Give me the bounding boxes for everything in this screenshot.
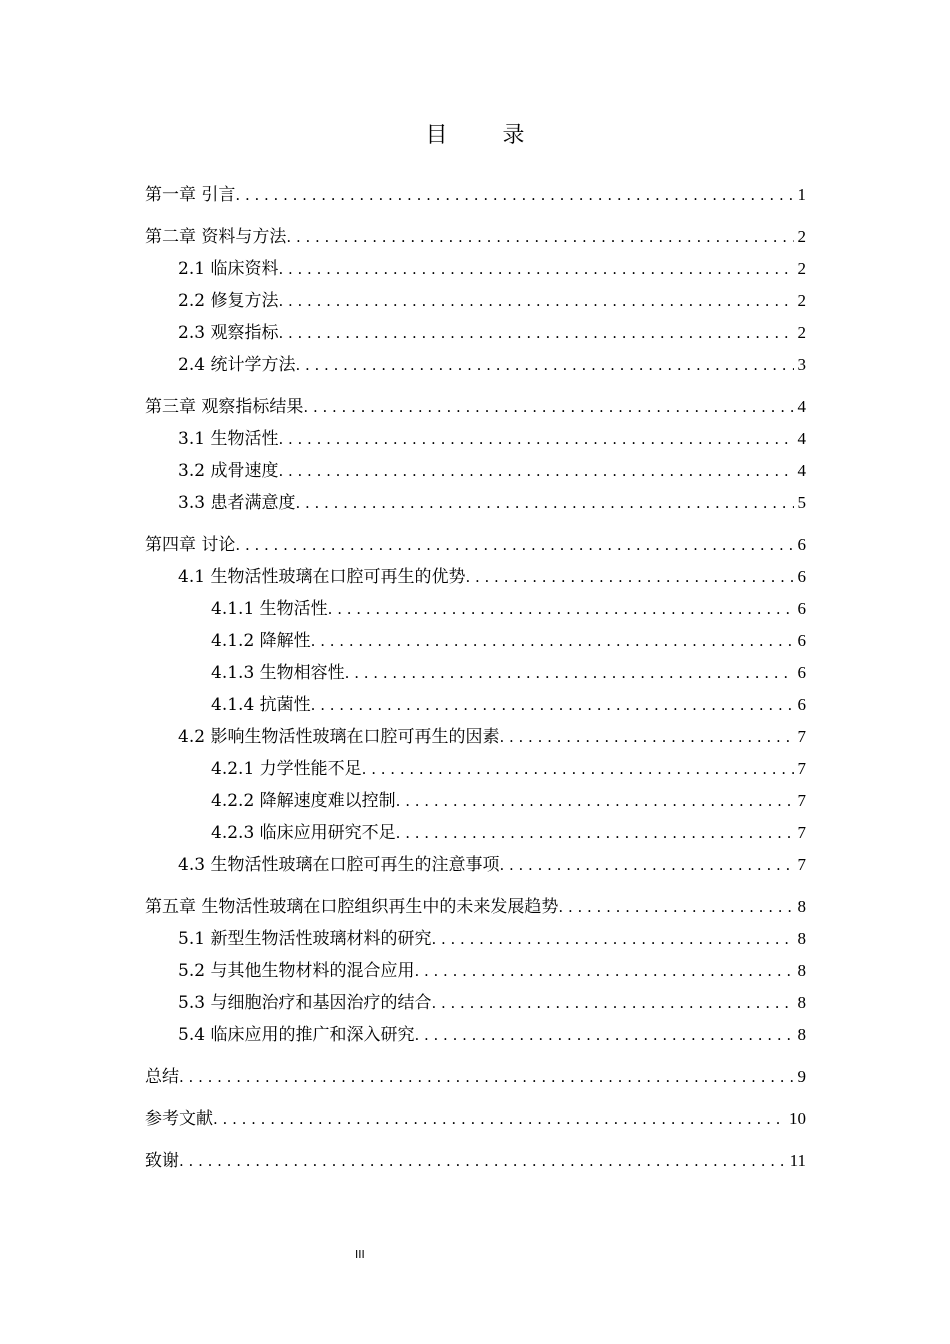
leader-dots [286,221,793,253]
toc-entry-page: 6 [797,567,806,586]
toc-entry-page: 8 [797,929,806,948]
toc-entry-page: 7 [797,791,806,810]
toc-entry-acknowledgements[interactable] [145,1145,806,1177]
toc-entry-label: 第二章 资料与方法 [145,227,287,247]
leader-dots [414,1019,793,1051]
toc-entry-4-2-1[interactable] [145,753,806,785]
toc-entry-chapter-1[interactable] [145,179,806,211]
leader-dots [179,1061,794,1093]
toc-entry-page: 6 [797,695,806,714]
toc-entry-label: 第四章 讨论 [145,535,236,555]
leader-dots [499,849,793,881]
toc-entry-label: 4.2 影响生物活性玻璃在口腔可再生的因素 [178,727,500,747]
toc-entry-page: 8 [797,961,806,980]
toc-entry-page: 1 [797,185,806,204]
toc-entry-page: 8 [797,993,806,1012]
leader-dots [499,721,793,753]
toc-entry-label: 2.2 修复方法 [178,291,279,311]
toc-entry-label: 4.3 生物活性玻璃在口腔可再生的注意事项 [178,855,500,875]
toc-entry-label: 4.1.3 生物相容性 [211,663,345,683]
toc-entry-page: 6 [797,631,806,650]
table-of-contents [145,179,806,1177]
leader-dots [558,891,793,923]
toc-entry-page: 6 [797,599,806,618]
toc-entry-2-4[interactable] [145,349,806,381]
leader-dots [303,391,793,423]
toc-entry-label: 3.2 成骨速度 [178,461,279,481]
leader-dots [311,625,794,657]
toc-entry-label: 5.3 与细胞治疗和基因治疗的结合 [178,993,432,1013]
leader-dots [465,561,793,593]
toc-entry-4-2[interactable] [145,721,806,753]
toc-entry-5-2[interactable] [145,955,806,987]
leader-dots [345,657,794,689]
toc-entry-label: 第一章 引言 [145,185,236,205]
toc-entry-label: 4.1.2 降解性 [211,631,311,651]
leader-dots [278,317,793,349]
toc-entry-4-2-2[interactable] [145,785,806,817]
toc-entry-label: 4.1.4 抗菌性 [211,695,311,715]
toc-entry-page: 2 [797,323,806,342]
toc-entry-chapter-2[interactable] [145,221,806,253]
toc-entry-label: 总结 [145,1067,179,1087]
toc-entry-4-1-1[interactable] [145,593,806,625]
toc-entry-label: 4.2.1 力学性能不足 [211,759,362,779]
toc-entry-page: 9 [797,1067,806,1086]
toc-entry-page: 7 [797,759,806,778]
toc-entry-page: 8 [797,1025,806,1044]
toc-entry-label: 5.4 临床应用的推广和深入研究 [178,1025,415,1045]
toc-entry-page: 3 [797,355,806,374]
toc-entry-label: 第三章 观察指标结果 [145,397,304,417]
toc-entry-page: 6 [797,535,806,554]
toc-entry-5-1[interactable] [145,923,806,955]
toc-entry-4-2-3[interactable] [145,817,806,849]
page-number-footer: III [355,1248,365,1261]
toc-entry-3-3[interactable] [145,487,806,519]
toc-entry-page: 7 [797,855,806,874]
toc-entry-page: 5 [797,493,806,512]
toc-entry-page: 4 [797,397,806,416]
leader-dots [431,987,793,1019]
toc-entry-references[interactable] [145,1103,806,1135]
toc-entry-label: 3.3 患者满意度 [178,493,296,513]
leader-dots [396,817,794,849]
toc-entry-page: 4 [797,429,806,448]
toc-entry-4-3[interactable] [145,849,806,881]
leader-dots [414,955,793,987]
toc-entry-4-1-3[interactable] [145,657,806,689]
toc-entry-4-1-4[interactable] [145,689,806,721]
leader-dots [235,179,793,211]
toc-entry-2-2[interactable] [145,285,806,317]
leader-dots [328,593,794,625]
leader-dots [213,1103,785,1135]
toc-entry-chapter-3[interactable] [145,391,806,423]
leader-dots [278,253,793,285]
toc-entry-summary[interactable] [145,1061,806,1093]
leader-dots [278,423,793,455]
toc-title: 目 录 [425,123,549,148]
toc-entry-page: 7 [797,727,806,746]
toc-entry-label: 致谢 [145,1151,179,1171]
toc-entry-page: 7 [797,823,806,842]
leader-dots [396,785,794,817]
toc-entry-page: 11 [789,1151,806,1170]
toc-entry-2-3[interactable] [145,317,806,349]
leader-dots [295,349,793,381]
leader-dots [179,1145,786,1177]
leader-dots [278,455,793,487]
toc-entry-page: 4 [797,461,806,480]
toc-entry-label: 2.1 临床资料 [178,259,279,279]
toc-entry-label: 3.1 生物活性 [178,429,279,449]
toc-entry-chapter-5[interactable] [145,891,806,923]
toc-entry-label: 5.1 新型生物活性玻璃材料的研究 [178,929,432,949]
toc-entry-label: 4.2.2 降解速度难以控制 [211,791,396,811]
toc-entry-chapter-4[interactable] [145,529,806,561]
toc-entry-page: 6 [797,663,806,682]
leader-dots [431,923,793,955]
toc-entry-page: 10 [789,1109,806,1128]
toc-entry-label: 5.2 与其他生物材料的混合应用 [178,961,415,981]
toc-entry-label: 4.1 生物活性玻璃在口腔可再生的优势 [178,567,466,587]
toc-entry-5-3[interactable] [145,987,806,1019]
toc-entry-page: 2 [797,227,806,246]
toc-entry-label: 4.2.3 临床应用研究不足 [211,823,396,843]
toc-entry-page: 8 [797,897,806,916]
toc-entry-label: 参考文献 [145,1109,213,1129]
leader-dots [235,529,793,561]
toc-entry-label: 2.4 统计学方法 [178,355,296,375]
leader-dots [278,285,793,317]
toc-entry-2-1[interactable] [145,253,806,285]
toc-entry-label: 2.3 观察指标 [178,323,279,343]
toc-entry-5-4[interactable] [145,1019,806,1051]
toc-entry-page: 2 [797,291,806,310]
toc-entry-label: 4.1.1 生物活性 [211,599,328,619]
toc-entry-page: 2 [797,259,806,278]
toc-entry-label: 第五章 生物活性玻璃在口腔组织再生中的未来发展趋势 [145,897,559,917]
toc-entry-3-2[interactable] [145,455,806,487]
toc-entry-4-1-2[interactable] [145,625,806,657]
toc-entry-3-1[interactable] [145,423,806,455]
leader-dots [311,689,794,721]
leader-dots [362,753,794,785]
leader-dots [295,487,793,519]
toc-entry-4-1[interactable] [145,561,806,593]
